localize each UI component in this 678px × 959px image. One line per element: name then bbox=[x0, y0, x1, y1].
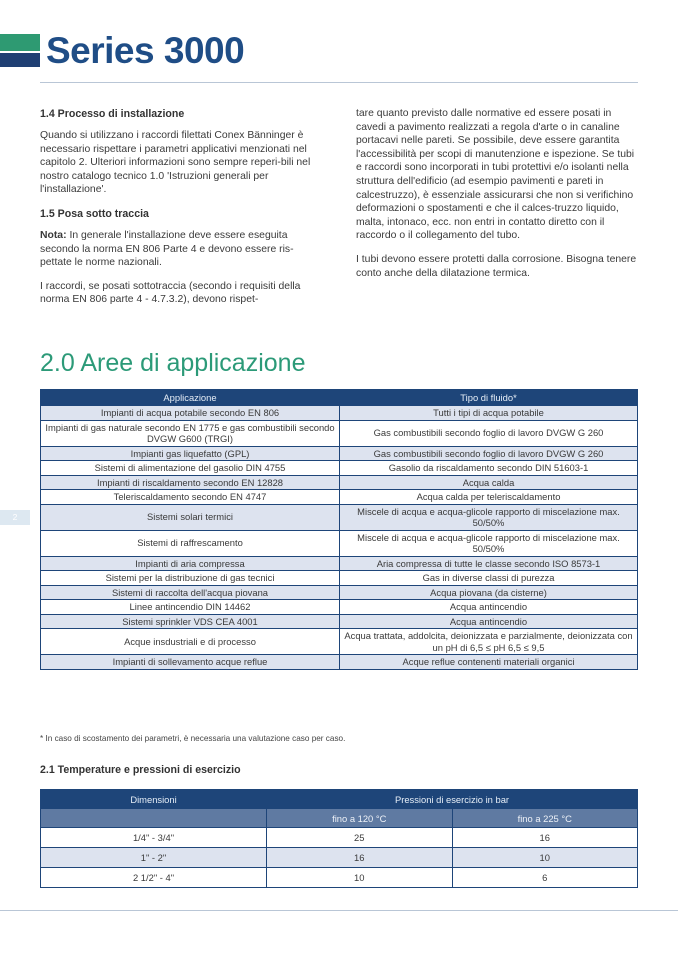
cell-application: Sistemi di raffrescamento bbox=[41, 530, 340, 556]
cell-application: Impianti di gas naturale secondo EN 1775 e gas combustibili secondo DVGW G600 (TRGI) bbox=[41, 420, 340, 446]
cell-pressure-120: 25 bbox=[267, 828, 453, 848]
cell-fluid: Acqua piovana (da cisterne) bbox=[340, 585, 638, 600]
cell-fluid: Gas combustibili secondo foglio di lavoro DVGW G 260 bbox=[340, 420, 638, 446]
cell-pressure-120: 16 bbox=[267, 848, 453, 868]
cell-application: Sistemi per la distribuzione di gas tecnici bbox=[41, 571, 340, 586]
paragraph-corrosion: I tubi devono essere protetti dalla corrosione. Bisogna tenere conto anche della dilatazione termica. bbox=[356, 253, 637, 279]
cell-application: Sistemi di alimentazione del gasolio DIN 4755 bbox=[41, 461, 340, 476]
table-row bbox=[41, 600, 638, 615]
header-temp-225: fino a 225 °C bbox=[452, 809, 638, 828]
table-row bbox=[41, 504, 638, 530]
right-column bbox=[356, 107, 638, 290]
left-column bbox=[40, 107, 322, 317]
cell-fluid: Tutti i tipi di acqua potabile bbox=[340, 406, 638, 421]
table-row bbox=[41, 655, 638, 670]
cell-application: Sistemi sprinkler VDS CEA 4001 bbox=[41, 614, 340, 629]
cell-application: Impianti gas liquefatto (GPL) bbox=[41, 446, 340, 461]
table-row bbox=[41, 461, 638, 476]
cell-pressure-225: 10 bbox=[452, 848, 638, 868]
cell-application: Impianti di aria compressa bbox=[41, 556, 340, 571]
applications-table bbox=[40, 389, 638, 670]
cell-fluid: Miscele di acqua e acqua-glicole rapporto di miscelazione max. 50/50% bbox=[340, 504, 638, 530]
cell-fluid: Acqua calda per teleriscaldamento bbox=[340, 490, 638, 505]
top-divider bbox=[40, 82, 638, 83]
header-temp-120: fino a 120 °C bbox=[267, 809, 453, 828]
cell-fluid: Gasolio da riscaldamento secondo DIN 51603-1 bbox=[340, 461, 638, 476]
cell-fluid: Gas combustibili secondo foglio di lavoro DVGW G 260 bbox=[340, 446, 638, 461]
table-row bbox=[41, 420, 638, 446]
cell-application: Sistemi solari termici bbox=[41, 504, 340, 530]
cell-application: Acque insdustriali e di processo bbox=[41, 629, 340, 655]
cell-application: Teleriscaldamento secondo EN 4747 bbox=[41, 490, 340, 505]
header-fluid-type: Tipo di fluido* bbox=[340, 390, 638, 406]
cell-fluid: Aria compressa di tutte le classe secondo ISO 8573-1 bbox=[340, 556, 638, 571]
table-row bbox=[41, 828, 638, 848]
cell-application: Sistemi di raccolta dell'acqua piovana bbox=[41, 585, 340, 600]
cell-fluid: Acqua antincendio bbox=[340, 600, 638, 615]
table-row bbox=[41, 848, 638, 868]
page-number-tab: 2 bbox=[0, 510, 30, 525]
table-row bbox=[41, 614, 638, 629]
note-label: Nota: bbox=[40, 229, 67, 241]
header-dimensions: Dimensioni bbox=[41, 790, 267, 809]
table-row bbox=[41, 490, 638, 505]
cell-dimension: 2 1/2" - 4" bbox=[41, 868, 267, 888]
cell-pressure-225: 16 bbox=[452, 828, 638, 848]
section-title: 2.0 Aree di applicazione bbox=[40, 349, 306, 377]
cell-fluid: Gas in diverse classi di purezza bbox=[340, 571, 638, 586]
heading-embedded-installation: 1.5 Posa sotto traccia bbox=[40, 207, 149, 220]
table-row bbox=[41, 530, 638, 556]
table-row bbox=[41, 571, 638, 586]
cell-application: Impianti di riscaldamento secondo EN 12828 bbox=[41, 475, 340, 490]
paragraph-note bbox=[40, 229, 322, 270]
subsection-title: 2.1 Temperature e pressioni di esercizio bbox=[40, 764, 241, 776]
header-pressure: Pressioni di esercizio in bar bbox=[267, 790, 638, 809]
table-row bbox=[41, 868, 638, 888]
cell-application: Impianti di acqua potabile secondo EN 806 bbox=[41, 406, 340, 421]
header-application: Applicazione bbox=[41, 390, 340, 406]
cell-fluid: Acqua antincendio bbox=[340, 614, 638, 629]
series-title: Series 3000 bbox=[46, 30, 245, 71]
cell-application: Linee antincendio DIN 14462 bbox=[41, 600, 340, 615]
cell-fluid: Miscele di acqua e acqua-glicole rapporto di miscelazione max. 50/50% bbox=[340, 530, 638, 556]
cell-fluid: Acqua trattata, addolcita, deionizzata e parzialmente, deionizzata con un pH di 6,5 ≤ pH 6,5 ≤ 9,5 bbox=[340, 629, 638, 655]
cell-pressure-225: 6 bbox=[452, 868, 638, 888]
table-row bbox=[41, 556, 638, 571]
paragraph-installation: Quando si utilizzano i raccordi filettati Conex Bänninger è necessario rispettare i parametri applicativi menzionati nel capitolo 2. Ulteriori informazioni sono sempre reperi-bili nel nostro catalogo tecnico 1.0 'Istruzioni generali per l'installazione'. bbox=[40, 130, 311, 196]
table-row bbox=[41, 446, 638, 461]
table-row bbox=[41, 406, 638, 421]
cell-dimension: 1" - 2" bbox=[41, 848, 267, 868]
brand-bar-green bbox=[0, 34, 40, 51]
table-row bbox=[41, 475, 638, 490]
cell-fluid: Acque reflue contenenti materiali organici bbox=[340, 655, 638, 670]
note-text: In generale l'installazione deve essere eseguita secondo la norma EN 806 Parte 4 e devono essere ris-pettate le norme nazionali. bbox=[40, 229, 294, 269]
heading-installation-process: 1.4 Processo di installazione bbox=[40, 108, 185, 120]
cell-fluid: Acqua calda bbox=[340, 475, 638, 490]
paragraph-fittings: I raccordi, se posati sottotraccia (secondo i requisiti della norma EN 806 parte 4 - 4.7.3.2), devono rispet- bbox=[40, 280, 301, 306]
paragraph-continuation: tare quanto previsto dalle normative ed essere posati in cavedi a pavimento realizzati a regola d'arte o in canaline portacavi nelle pareti. Se possibile, deve essere garantita l'accessibilità per scopi di manutenzione e ispezione. Se tubi e raccordi sono incorporati in tubi protettivi e/o isolanti nella struttura dell'edificio (ad esempio pavimenti e pareti in calcestruzzo), è essenziale assicurarsi che non si verifichino deformazioni o spostamenti e che il calces-truzzo liquido, malta, intonaco, ecc. non entri in contatto diretto con il raccordo o il collegamento del tubo. bbox=[356, 108, 635, 242]
cell-application: Impianti di sollevamento acque reflue bbox=[41, 655, 340, 670]
footnote: * In caso di scostamento dei parametri, è necessaria una valutazione caso per caso. bbox=[40, 734, 346, 743]
brand-bar-navy bbox=[0, 53, 40, 67]
cell-pressure-120: 10 bbox=[267, 868, 453, 888]
table-row bbox=[41, 629, 638, 655]
table-row bbox=[41, 585, 638, 600]
cell-dimension: 1/4" - 3/4" bbox=[41, 828, 267, 848]
pressure-table bbox=[40, 789, 638, 888]
bottom-divider bbox=[0, 910, 678, 911]
header-blank bbox=[41, 809, 267, 828]
